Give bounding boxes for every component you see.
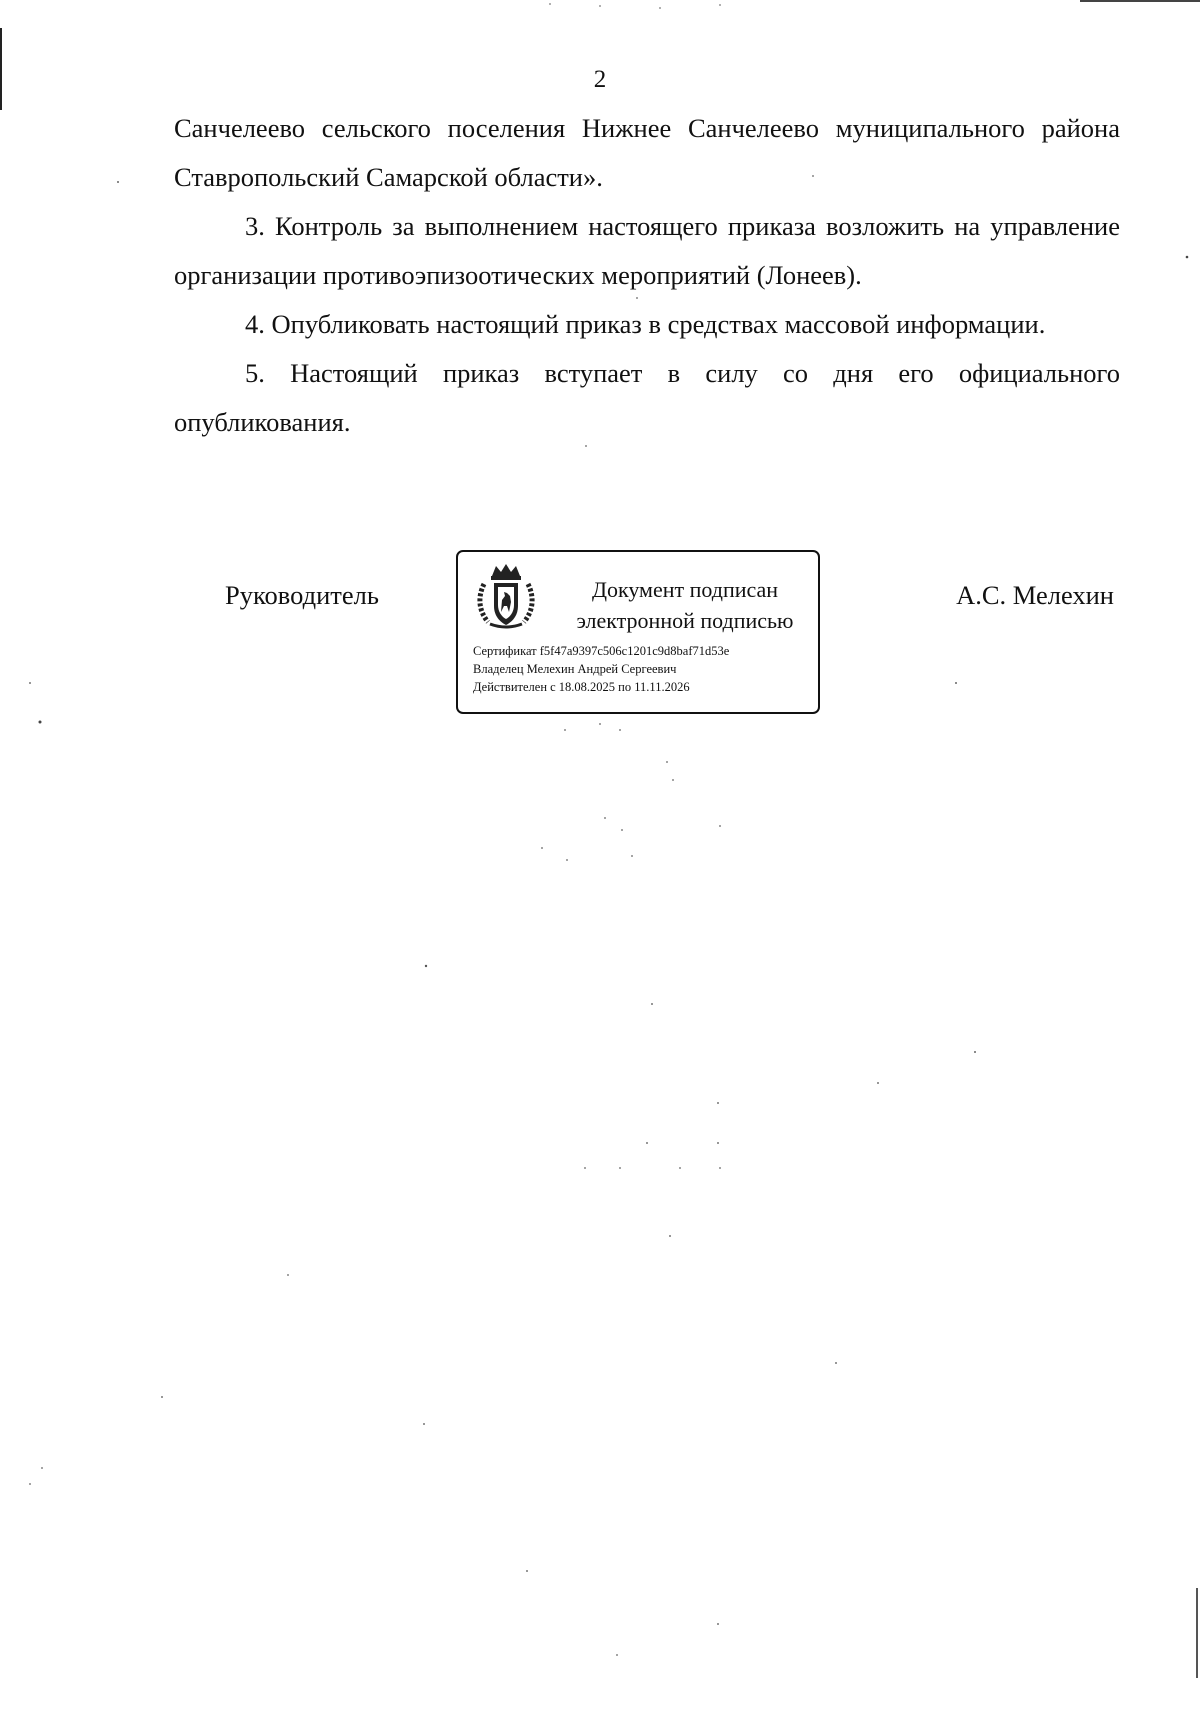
signer-role: Руководитель — [225, 580, 379, 610]
coat-of-arms-icon — [474, 562, 538, 630]
paragraph-continuation: Санчелеево сельского поселения Нижнее Санчелеево муниципального района Ставропольский Самарской области». — [174, 113, 1120, 192]
stamp-validity: Действителен с 18.08.2025 по 11.11.2026 — [473, 680, 690, 694]
page-number: 2 — [593, 66, 607, 93]
stamp-certificate: Сертификат f5f47a9397c506c1201c9d8baf71d53e — [473, 644, 730, 658]
paragraph-item-5: 5. Настоящий приказ вступает в силу со дня его официального опубликования. — [174, 358, 1120, 437]
stamp-title — [554, 574, 816, 636]
signature-block — [0, 548, 1200, 723]
stamp-details — [473, 642, 729, 696]
document-body — [174, 104, 1120, 447]
paragraph-item-4: 4. Опубликовать настоящий приказ в средствах массовой информации. — [245, 309, 1046, 339]
paragraph-item-3: 3. Контроль за выполнением настоящего приказа возложить на управление организации противоэпизоотических мероприятий (Лонеев). — [174, 211, 1120, 290]
stamp-title-line2: электронной подписью — [576, 608, 794, 633]
signer-name: А.С. Мелехин — [956, 580, 1114, 610]
stamp-title-line1: Документ подписан — [591, 577, 779, 602]
electronic-signature-stamp — [456, 550, 820, 714]
stamp-owner: Владелец Мелехин Андрей Сергеевич — [473, 662, 677, 676]
